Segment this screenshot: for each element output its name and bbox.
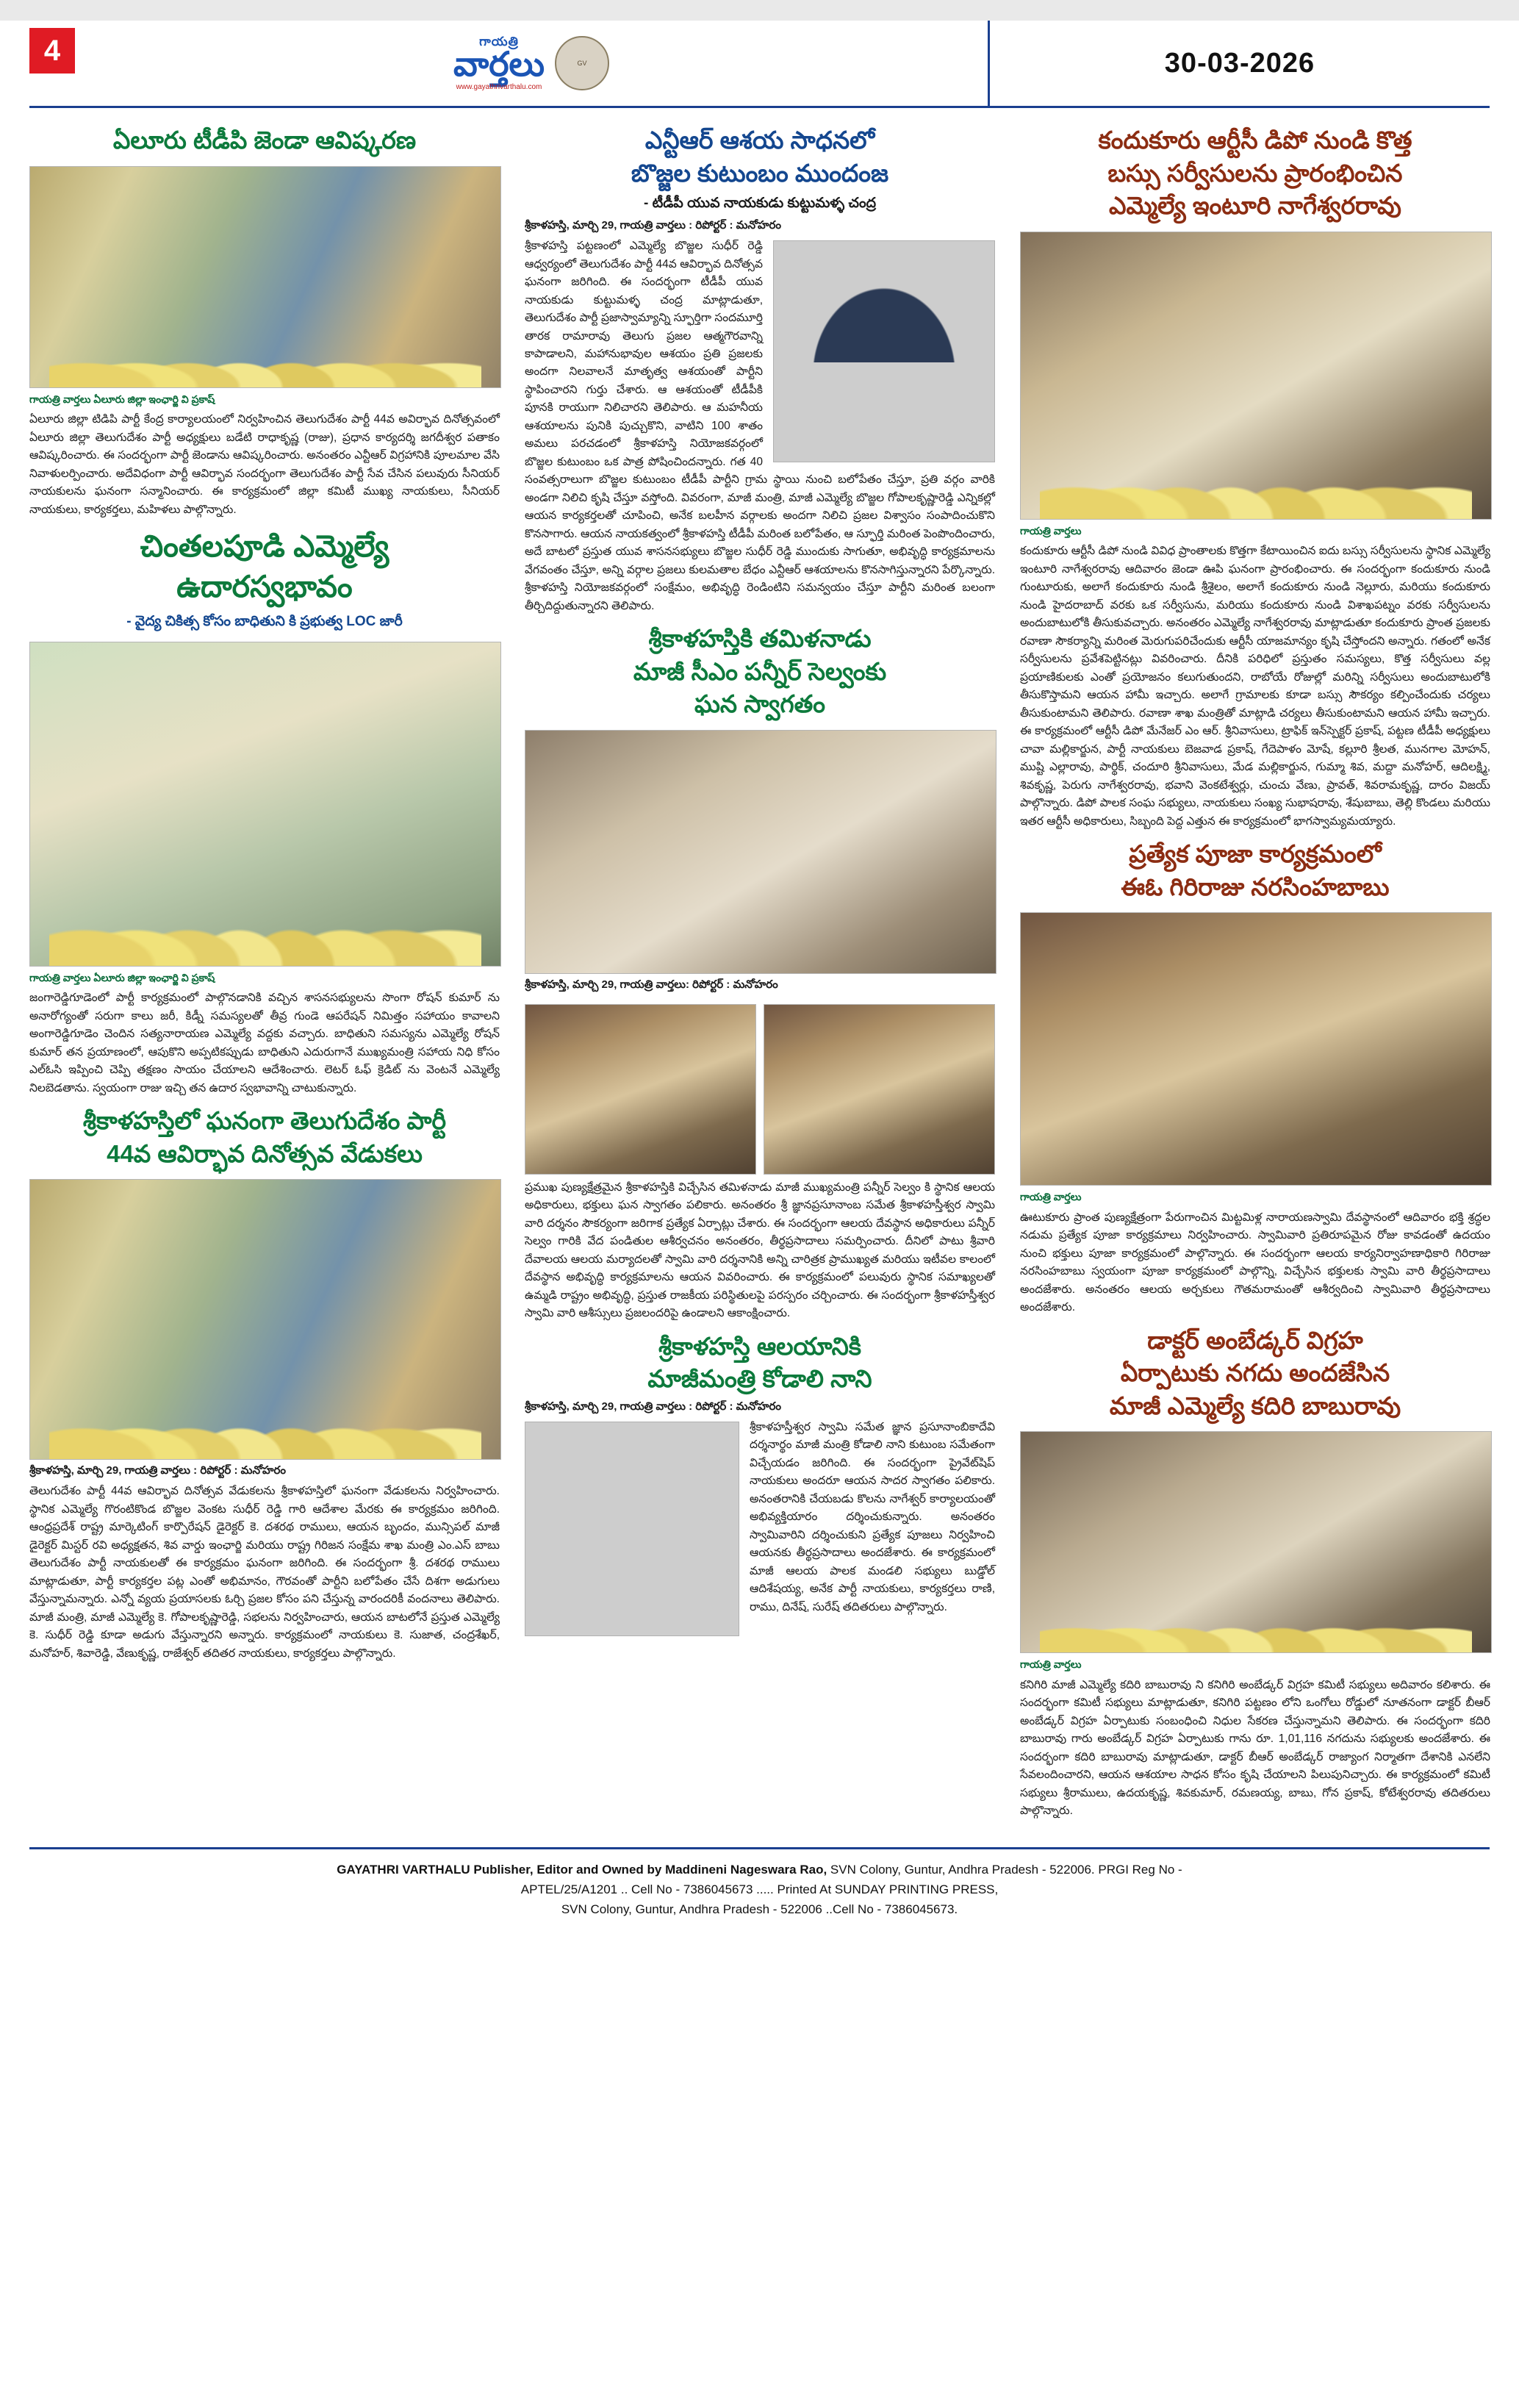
article-headline-line2: బస్సు సర్వీసులను ప్రారంభించిన: [1107, 159, 1403, 187]
article-headline-line3: ఘన స్వాగతం: [694, 690, 826, 718]
issue-date: 30-03-2026: [1164, 47, 1315, 79]
article-headline-line1: ఎన్టీఆర్ ఆశయ సాధనలో: [644, 126, 875, 154]
article-photo: [1020, 1431, 1492, 1653]
article-headline-line2: మాజీమంత్రి కోడాలి నాని: [647, 1365, 872, 1393]
photo-caption: గాయత్రి వార్తలు: [1020, 524, 1082, 537]
article-eluru-tdp-flag: [29, 124, 500, 526]
article-photo-secondary: [525, 1004, 756, 1175]
masthead-date-area: [988, 21, 1490, 106]
article-byline: శ్రీకాళహస్తి, మార్చి 29, గాయత్రి వార్తలు: రిపోర్టర్ : మనోహరం: [525, 978, 778, 991]
article-headline-line1: శ్రీకాళహస్తికి తమిళనాడు: [648, 625, 872, 653]
logo-main-text: వార్తలు: [453, 46, 545, 83]
article-headline-line2: ఏర్పాటుకు నగదు అందజేసిన: [1120, 1359, 1390, 1387]
logo-top-text: గాయత్రి: [479, 35, 519, 49]
photo-caption: గాయత్రి వార్తలు: [1020, 1191, 1082, 1203]
photo-caption: గాయత్రి వార్తలు ఏలూరు జిల్లా ఇంఛార్జి వి ప్రకాష్: [29, 971, 215, 983]
article-body: ప్రముఖ పుణ్యక్షేత్రమైన శ్రీకాళహస్తికి విచ్చేసిన తమిళనాడు మాజీ ముఖ్యమంత్రి పన్నీర్ సెల్వం కి స్థానిక ఆలయ అధికారులు, భక్తులు ఘన స్వాగతం పలికారు. అనంతరం శ్రీ జ్ఞానప్రసూనాంబ సమేత శ్రీకాళహస్తీశ్వర స్వామి వారి దర్శనం సౌకర్యంగా జరిగాక ప్రత్యేక ఏర్పాట్లు చేశారు. ఈ సందర్భంగా ఆలయ దేవస్థాన అధికారులు పన్నీర్ సెల్వం గారికి వేద పండితుల ఆశీర్వచనం అనంతరం, తీర్థప్రసాదాలు సమర్పించారు. దీనిలో పాటు శ్రీవారి దేవాలయ ఆలయ మర్యాదలతో స్వామి వారి దర్శనానికి అన్ని చారిత్రక ప్రాముఖ్యత మరియు ఇటీవల కాలంలో దేవస్థాన అభివృద్ధి కార్యక్రమాలను ఆయన వివరించారు. ఈ కార్యక్రమంలో పలువురు స్థానిక సమాఖ్యలతో ఉమ్మడి రాష్ట్రం అభివృద్ధి, ప్రస్తుత రాజకీయ పరిస్థితులపై పరస్పరం చర్చించారు. ఈ సందర్భంగా శ్రీకాళహస్తీశ్వర స్వామి వారి ఆశీస్సులు ప్రజలందరిపై ఉండాలని ఆకాంక్షించారు.: [525, 1180, 995, 1320]
article-photo: [525, 1422, 739, 1636]
article-headline-line2: 44వ ఆవిర్భావ దినోత్సవ వేడుకలు: [107, 1139, 423, 1167]
article-special-puja-eo: [1020, 838, 1490, 1325]
article-body: ఊటుకూరు ప్రాంత పుణ్యక్షేత్రంగా పేరుగాంచిన మిట్టమిళ్ల నారాయణస్వామి దేవస్థానంలో ఆదివారం భక్తి శ్రద్ధల నడుమ ప్రత్యేక పూజా కార్యక్రమాలు నిర్వహించారు. స్వామివారి ప్రతిరూపమైన రోజు కావడంతో ఉదయం నుంచి భక్తులు పూజా కార్యక్రమంలో పాల్గొన్నారు. ఈ సందర్భంగా ఆలయ కార్యనిర్వాహణాధికారి గిరిరాజు నరసింహబాబు స్వయంగా పూజా కార్యక్రమంలో పాల్గొన్ని, విచ్చేసిన భక్తులకు స్వామి వారి తీర్థప్రసాదాలు అందజేశారు. అనంతరం ఆలయ అర్చకులు గౌతమరామంతో ఆశీర్వదించి స్వామివారి తీర్థప్రసాదాలు అందజేశారు.: [1020, 1211, 1490, 1314]
article-headline-line1: చింతలపూడి ఎమ్మెల్యే: [140, 529, 389, 564]
column-right: [1020, 124, 1490, 1828]
article-photo-tertiary: [764, 1004, 995, 1175]
article-headline-line2: ఉదారస్వభావం: [176, 570, 353, 604]
article-photo: [1020, 912, 1492, 1186]
publication-logo: [453, 35, 545, 91]
article-headline: ఏలూరు టీడీపి జెండా ఆవిష్కరణ: [112, 126, 417, 154]
article-chintalapudi-mla: [29, 526, 500, 1105]
article-headline-line1: శ్రీకాళహస్తిలో ఘనంగా తెలుగుదేశం పార్టీ: [82, 1107, 447, 1135]
footer-line-3: SVN Colony, Guntur, Andhra Pradesh - 522006 ..Cell No - 7386045673.: [561, 1902, 958, 1917]
article-photo: [29, 166, 501, 388]
article-grid: [29, 124, 1490, 1828]
article-headline-line3: ఎమ్మెల్యే ఇంటూరి నాగేశ్వరరావు: [1109, 192, 1401, 220]
masthead-logo-area: [75, 21, 988, 106]
article-body: కనిగిరి మాజీ ఎమ్మెల్యే కదిరి బాబురావు ని కనిగిరి అంబేడ్కర్ విగ్రహ కమిటీ సభ్యులు అదివారం కలిశారు. ఈ సందర్భంగా కమిటీ సభ్యులు మాట్లాడుతూ, కనిగిరి పట్టణం లోని ఒంగోలు రోడ్డులో నూతనంగా డాక్టర్ బీఆర్ అంబేడ్కర్ విగ్రహ ఏర్పాటుకు సంబంధించి నిధుల సేకరణ చేస్తున్నామని తెలిపారు. ఈ సందర్భంగా కదిరి బాబురావు గారు అంబేడ్కర్ విగ్రహ ఏర్పాటుకు గాను రూ. 1,01,116 నగదును సభ్యులకు అందజేశారు. ఈ సందర్భంగా కదిరి బాబురావు మాట్లాడుతూ, డాక్టర్ బీఆర్ అంబేడ్కర్ రాజ్యాంగ నిర్మాతగా దేశానికి ఎనలేని సేవలందించారని, ఆయన ఆశయాల సాధన కోసం కృషి చేయాలని పిలుపునిచ్చారు. ఈ కార్యక్రమంలో కమిటీ సభ్యులు శ్రీరాములు, ఉదయకృష్ణ, శివకుమార్, రమణయ్య, బాబు, గోన ప్రకాష్, కోటేశ్వరరావు తదితరులు పాల్గొన్నారు.: [1020, 1678, 1490, 1818]
article-subheadline: - వైద్య చికిత్స కోసం బాధితుని కి ప్రభుత్వ LOC జారీ: [126, 613, 403, 629]
article-headline-line1: డాక్టర్ అంబేడ్కర్ విగ్రహ: [1147, 1326, 1363, 1354]
article-byline: శ్రీకాళహస్తి, మార్చి 29, గాయత్రి వార్తలు : రిపోర్టర్ : మనోహరం: [525, 1400, 781, 1413]
article-body: ఏలూరు జిల్లా టిడిపి పార్టీ కేంద్ర కార్యాలయంలో నిర్వహించిన తెలుగుదేశం పార్టీ 44వ అవిర్భావ దినోత్సవంలో ఏలూరు జిల్లా తెలుగుదేశం పార్టీ అధ్యక్షులు బడేటి రాధాకృష్ణ (రాజు), ప్రధాన కార్యదర్శి జగదీశ్వర పతాకం ఆవిష్కరించారు. ఈ సందర్భంగా పార్టీ జెండాను ఆవిష్కరించారు. అనంతరం ఎన్టీఆర్ విగ్రహానికి పూలమాల వేసి నివాళులర్పించారు. అదేవిధంగా పార్టీ ఆవిర్భావ సందర్భంగా తెలుగుదేశం పార్టీ సేవ చేసిన పలువురు సీనియర్ నాయకులను ఘనంగా సన్మానించారు. ఈ కార్యక్రమంలో జిల్లా కమిటీ ముఖ్య నాయకులు, సీనియర్ నాయకులు, కార్యకర్తలు, మహిళలు పాల్గొన్నారు.: [29, 413, 500, 516]
logo-website-text: www.gayathrivarthalu.com: [456, 83, 542, 91]
page-number-badge: 4: [29, 28, 75, 74]
article-photo: [29, 1179, 501, 1460]
article-body: శ్రీకాళహస్తీశ్వర స్వామి సమేత జ్ఞాన ప్రసూనాంబికాదేవి దర్శనార్థం మాజీ మంత్రి కోడాలి నాని కుటుంబ సమేతంగా విచ్చేయడం జరిగింది. ఈ సందర్భంగా ప్రైవేట్‌షిప్ నాయకులు అందరూ ఆయన సాదర స్వాగతం పలికారు. అనంతరానికి చేయబడు కొలను నాగేశ్వర్ కార్యాలయంతో అభివ్యక్తియారం దర్శించుకున్నారు. అనంతరం స్వామివారిని దర్శించుకుని ప్రత్యేక పూజలు నిర్వహించి ఆయనకు తీర్థప్రసాదాలు అందజేశారు. ఈ కార్యక్రమంలో మాజీ ఆలయ పాలక మండలి సభ్యులు బుడ్డోల్ ఆదిశేషయ్య, అనేక పార్టీ నాయకులు, కార్యకర్తలు రాణి, రాము, దినేష్, సురేష్ తదితరులు పాల్గొన్నారు.: [750, 1420, 995, 1613]
article-byline: శ్రీకాళహస్తి, మార్చి 29, గాయత్రి వార్తలు : రిపోర్టర్ : మనోహరం: [29, 1464, 286, 1477]
article-body: జంగారెడ్డిగూడెంలో పార్టీ కార్యక్రమంలో పాల్గొనడానికి వచ్చిన శాసనసభ్యులను సొంగా రోషన్ కుమార్ ను అనారోగ్యంతో సరుగా కాలు జరీ, కిడ్నీ సమస్యలతో తీవ్ర గుండె ఆపరేషన్ నిమిత్తం సహాయం కావాలని అంగారెడ్డిగూడెం చెందిన సత్యనారాయణ ఎమ్మెల్యే వద్దకు వచ్చారు. బాధితుని సమస్యను ఎమ్మెల్యే రోషన్ కుమార్ తన ప్రయాణంలో, ఆపుకొని అప్పటికప్పుడు బాధితుని ఎదురుగానే ముఖ్యమంత్రి సహాయ నిధి కోసం ఎల్‌ఓసి ఇప్పించి చెప్పి తక్షణం సాయం చేయాలని ఆదేశించారు. లెటర్ ఓఫ్ క్రెడిట్ ను వెంటనే ఎమ్మెల్యే నిలబెడతాను. స్వయంగా రాజు ఇచ్చి తన ఉదార స్వభావాన్ని చాటుకున్నారు.: [29, 992, 500, 1094]
article-headline-line1: కందుకూరు ఆర్టీసీ డిపో నుండి కొత్త: [1098, 126, 1412, 154]
footer-line-1: [29, 1860, 1490, 1880]
article-headline-line1: ప్రత్యేక పూజా కార్యక్రమంలో: [1129, 839, 1382, 867]
article-photo-primary: [525, 730, 996, 974]
article-ambedkar-statue-donation: [1020, 1325, 1490, 1828]
article-subheadline: - టీడీపీ యువ నాయకుడు కుట్టుమళ్ళ చంద్ర: [643, 196, 877, 212]
photo-caption: గాయత్రి వార్తలు: [1020, 1658, 1082, 1671]
article-photo-pair: [525, 997, 995, 1179]
article-photo: [29, 642, 501, 967]
article-headline-line2: బొజ్జల కుటుంబం ముందంజ: [631, 159, 889, 187]
article-byline: శ్రీకాళహస్తి, మార్చి 29, గాయత్రి వార్తలు : రిపోర్టర్ : మనోహరం: [525, 219, 781, 232]
footer-publisher-address: SVN Colony, Guntur, Andhra Pradesh - 522006. PRGI Reg No -: [827, 1862, 1182, 1877]
article-body: శ్రీకాళహస్తి పట్టణంలో ఎమ్మెల్యే బొజ్జల సుధీర్ రెడ్డి ఆధ్వర్యంలో తెలుగుదేశం పార్టీ 44వ ఆవిర్భావ దినోత్సవ ఘనంగా జరిగింది. ఈ సందర్భంగా టీడీపీ యువ నాయకుడు కుట్టుమళ్ళ చంద్ర మాట్లాడుతూ, తెలుగుదేశం పార్టీ ప్రజాస్వామ్యాన్ని స్ఫూర్తిగా సందమూర్తి తారక రామారావు తెలుగు ప్రజల ఆత్మగౌరవాన్ని కాపాడాలని, మహానుభావుల ఆశయం ప్రతి ప్రజలకు అందగా నిలవాలనే మాతృత్వ ఆశయంతో పార్టీని స్థాపించారని గుర్తు చేశారు. ఆ ఆశయంతో టీడీపీకి పూనకి రాయుగా నిలిచారని తెలిపారు. ఆ మహనీయ ఆశయాలను పునికి పుచ్చుకొని, వాటిని 100 శాతం అమలు పరచడంలో శ్రీకాళహస్తి నియోజకవర్గంలో బొజ్జల కుటుంబం ఒక పాత్ర పోషించిందన్నారు. గత 40 సంవత్సరాలుగా బొజ్జల కుటుంబం టీడీపీ పార్టీని గ్రామ స్థాయి నుంచి బలోపేతం చేస్తూ, ప్రతి వర్గం వారికి అండగా నిలిచి కృషి చేస్తూ వస్తోంది. వివరంగా, మాజీ మంత్రి, మాజీ ఎమ్మెల్యే బొజ్జల గోపాలకృష్ణారెడ్డి ఎన్నికల్లో ఆయన కార్యకర్తలతో చూపించి, అనేక బలహీన వర్గాలకు అందగా నిలిచి ప్రజల విశ్వాసం సంపాదించుకొని కొనసాగారు. ఆయన నాయకత్వంలో శ్రీకాళహస్తి టీడీపీ మరింత బలోపేతం, ఆ స్ఫూర్తి మరింత పెంపొందించారు, అదే బాటలో ప్రస్తుత యువ శాసనసభ్యులు బొజ్జల సుధీర్ రెడ్డి ముందుకు సాగుతూ, అభివృద్ధి కార్యక్రమాలను వేగవంతం చేస్తూ, అన్ని వర్గాల ప్రజలు కులమతాల బేధం ఎన్టీఆర్ ఆశయాలను కొనసాగిస్తున్నారని పేర్కొన్నారు. శ్రీకాళహస్తి నియోజకవర్గంలో సంక్షేమం, అభివృద్ధి రెండింటిని సమన్వయం చేస్తూ పార్టీని మరింత బలంగా తీర్చిదిద్దుతున్నారని తెలిపారు.: [525, 240, 995, 612]
article-body: కందుకూరు ఆర్టీసీ డిపో నుండి వివిధ ప్రాంతాలకు కొత్తగా కేటాయించిన ఐదు బస్సు సర్వీసులను స్థానిక ఎమ్మెల్యే ఇంటూరి నాగేశ్వరరావు ఆదివారం జెండా ఊపి ఘనంగా ప్రారంభించారు. ఈ సందర్భంగా కందుకూరు నుండి గుంటూరుకు, అలాగే కందుకూరు నుండి శ్రీశైలం, అలాగే కందుకూరు నుండి నెల్లూరు, మరియు కందుకూరు నుండి హైదరాబాద్ వరకు ఒక సర్వీసును, మరియు కందుకూరు నుండి విశాఖపట్నం వరకు సర్వీసులను అందుబాటులోకి తీసుకువచ్చారు. అనంతరం ఎమ్మెల్యే నాగేశ్వరరావు మాట్లాడుతూ కందుకూరు ప్రాంత ప్రజలకు రవాణా సౌకర్యాన్ని మరింత మెరుగుపరిచేందుకు ఆర్టీసీ యాజమాన్యం కృషి చేస్తోందని అన్నారు. గతంలో అనేక సర్వీసులను ప్రవేశపెట్టినట్లు వివరించారు. దీనికి పరిధిలో ప్రస్తుతం సమస్యలు, కొత్త సర్వీసులు వల్ల ప్రయాణికులకు ఎంతో ప్రయోజనం కలుగుతుందని, రాబోయే రోజుల్లో మరిన్ని సర్వీసులు అందుబాటులోకి తీసుకొస్తామని ఆయన హామీ ఇచ్చారు. అలాగే గ్రామాలకు కూడా బస్సు సౌకర్యం కల్పించేందుకు చర్యలు తీసుకుంటామని తెలిపారు. రవాణా శాఖ మంత్రితో మాట్లాడి చర్యలు తీసుకుంటామని ఆయన హామీ ఇచ్చారు. ఈ కార్యక్రమంలో ఆర్టీసీ డిపో మేనేజర్ ఎం ఆర్. శ్రీనివాసులు, ట్రాఫిక్ ఇన్‌స్పెక్టర్ ప్రకాష్, పట్టణ టీడీపీ అధ్యక్షులు చావా మల్లికార్జున, పార్టీ నాయకులు బెజవాడ ప్రకాష్, గేదెపాళం మోషే, కల్లూరి శ్రీలత, మునగాల మోహన్, ముష్టి ఎల్లారావు, పార్థిక్, చందూరి శ్రీనివాసులు, మేడ మల్లికార్జున, గుమ్మా శివ, మద్దా మనోహర్, ఆదిలక్ష్మి, శివకృష్ణ, పెరుగు నాగేశ్వరరావు, భవాని వెంకటేశ్వర్లు, చుంచు వేణు, ప్రావత్, శివరామకృష్ణ, దారం విజయ్ పాల్గొన్నారు. డిపో పాలక సంఘ సభ్యులు, నాయకులు సంఖ్య సుభాషరావు, శేషుబాబు, తెల్లి కొండలు మరియు ఇతర ఆర్టీసీ అధికారులు, సిబ్బంది పెద్ద ఎత్తున ఈ కార్యక్రమంలో భాగస్వామ్యమయ్యారు.: [1020, 545, 1490, 828]
article-headline-line2: ఈఓ గిరిరాజు నరసింహబాబు: [1121, 872, 1390, 900]
column-middle: [525, 124, 995, 1828]
article-kodali-nani-temple-visit: [525, 1330, 995, 1642]
article-headline-line1: శ్రీకాళహస్తి ఆలయానికి: [658, 1332, 861, 1360]
page-footer: [29, 1847, 1490, 1920]
article-body: తెలుగుదేశం పార్టీ 44వ ఆవిర్భావ దినోత్సవ వేడుకలను శ్రీకాళహస్తిలో ఘనంగా వేడుకలను నిర్వహించారు. స్థానిక ఎమ్మెల్యే గొరంటికొండ బొజ్జల వెంకట సుధీర్ రెడ్డి గారి ఆదేశాల మేరకు ఈ కార్యక్రమం జరిగింది. ఆంధ్రప్రదేశ్ రాష్ట్ర మార్కెటింగ్ కార్పొరేషన్ డైరెక్టర్ కె. దశరథ రాములు, ఆయన బృందం, మున్సిపల్ మాజీ డైరెక్టర్ మిస్టర్ రవి అధ్యక్షతన, శివ వార్డు ఇంఛార్జి మరియు రాష్ట్ర గిరిజన సంక్షేమ శాఖ మంత్రి ఎం.ఎస్ బాబు తెలుగుదేశం పార్టీ నాయకులతో ఈ కార్యక్రమం ఘనంగా జరిగింది. ఈ సందర్భంగా శ్రీ. దశరథ రాములు మాట్లాడుతూ, పార్టీ కార్యకర్తల పట్ల ఎంతో అభిమానం, గౌరవంతో పార్టీని బలోపేతం చేసే దిశగా అడుగులు వేస్తున్నామన్నారు. ఎన్నో వ్యయ ప్రయాసలకు ఓర్చి ప్రజల కోసం పని చేస్తున్న వారందరికీ వందనాలు తెలిపారు. మాజీ మంత్రి, మాజీ ఎమ్మెల్యే కె. గోపాలకృష్ణారెడ్డి, సభలను నిర్వహించారు, ఆయన బాటలోనే ప్రస్తుత ఎమ్మెల్యే కె. సుధీర్ రెడ్డి కూడా అడుగు వేస్తున్నారని అన్నారు. కార్యక్రమంలో నాయకులు కె. సుజాత, చంద్రశేఖర్, మనోహర్, శివారెడ్డి, వేణుకృష్ణ, రాజేశ్వర్ తదితర నాయకులు, కార్యకర్తలు పాల్గొన్నారు.: [29, 1485, 500, 1660]
photo-caption: గాయత్రి వార్తలు ఏలూరు జిల్లా ఇంఛార్జి వి ప్రకాష్: [29, 393, 215, 405]
article-kandukur-rtc-bus-services: [1020, 124, 1490, 838]
article-headline-line3: మాజీ ఎమ్మెల్యే కదిరి బాబురావు: [1109, 1391, 1401, 1419]
footer-publisher-name: GAYATHRI VARTHALU Publisher, Editor and Owned by Maddineni Nageswara Rao,: [337, 1862, 827, 1877]
article-srikalahasti-tdp-anniversary: [29, 1105, 500, 1670]
newspaper-page: [0, 21, 1519, 2408]
article-ntr-bojjala-family: [525, 124, 995, 623]
footer-line-2: APTEL/25/A1201 .. Cell No - 7386045673 ..... Printed At SUNDAY PRINTING PRESS,: [520, 1882, 999, 1896]
column-left: [29, 124, 500, 1828]
logo-emblem-icon: GV: [555, 36, 609, 90]
article-photo: [773, 240, 995, 462]
masthead: [29, 21, 1490, 108]
article-panneerselvam-welcome: [525, 623, 995, 1330]
article-headline-line2: మాజీ సీఎం పన్నీర్ సెల్వంకు: [633, 657, 887, 685]
article-photo: [1020, 232, 1492, 520]
